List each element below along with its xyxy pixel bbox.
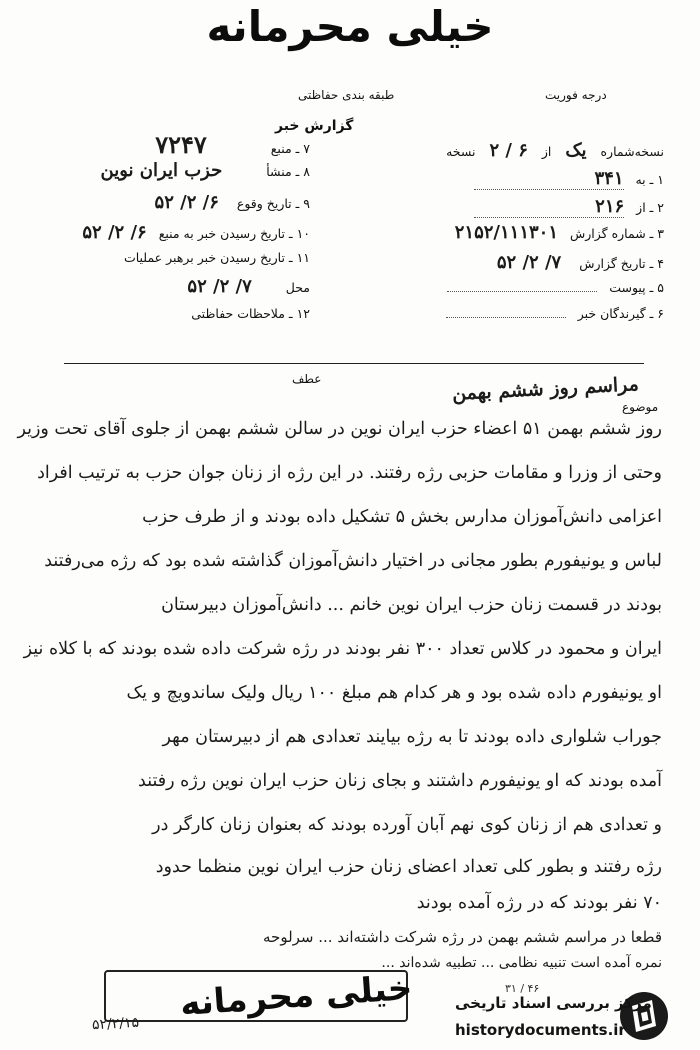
body-line: نمره آمده است تنبیه نظامی ... تطبیه شده‌اند ... — [381, 955, 662, 971]
field-origin-label: ۸ ـ منشأ — [266, 164, 310, 179]
reference-label: عطف — [292, 372, 322, 386]
field-source — [155, 130, 310, 159]
bottom-classification-stamp: خیلی محرمانه — [178, 967, 414, 1025]
body-line: قطعا در مراسم ششم بهمن در رژه شرکت داشته‌اند ... سرلوحه — [263, 928, 662, 946]
field-origin — [101, 160, 310, 181]
section-divider — [64, 363, 644, 364]
body-line: بودند در قسمت زنان حزب ایران نوین خانم ... دانش‌آموزان دبیرستان — [161, 595, 662, 615]
field-report-number — [455, 222, 664, 243]
body-line: روز ششم بهمن ۵۱ اعضاء حزب ایران نوین در سالن ششم بهمن از جلوی آقای تحت وزیر — [17, 419, 662, 439]
priority-label: درجه فوریت — [545, 88, 607, 102]
field-location — [187, 276, 310, 297]
archive-number: ۳۱ / ۴۶ — [505, 982, 540, 995]
field-report-number-value: ۲۱۵۲/۱۱۱۳۰۱ — [454, 222, 558, 243]
field-to — [474, 168, 665, 190]
field-report-date-value: ۷/ ۲/ ۵۲ — [496, 252, 562, 273]
copy-number-value: یک — [565, 140, 587, 161]
body-line: اعزامی دانش‌آموزان مدارس بخش ۵ تشکیل داده بودند و از طرف حزب — [142, 507, 662, 527]
bottom-handwritten-date: ۵۲/۲/۱۵ — [91, 1014, 140, 1034]
field-ops-date — [124, 250, 310, 265]
field-location-label: محل — [285, 280, 310, 295]
field-security-notes — [191, 306, 310, 321]
body-line: رژه رفتند و بطور کلی تعداد اعضای زنان حزب ایران نوین منظما حدود — [155, 857, 662, 877]
field-received-date — [82, 222, 310, 243]
field-event-date — [155, 192, 310, 213]
copy-number-row — [446, 140, 664, 161]
field-attachment-value — [447, 291, 597, 292]
watermark-title: مرکز بررسی اسناد تاریخی — [455, 994, 652, 1012]
field-source-value: ۷۲۴۷ — [155, 130, 207, 159]
copy-number-label: نسخه‌شماره — [600, 144, 664, 159]
field-source-label: ۷ ـ منبع — [270, 141, 310, 156]
field-received-date-label: ۱۰ ـ تاریخ رسیدن خبر به منبع — [158, 226, 310, 241]
field-origin-value: حزب ایران نوین — [100, 160, 223, 181]
report-title: گزارش خبر — [275, 118, 354, 134]
watermark-url: historydocuments.ir — [455, 1021, 626, 1039]
field-received-date-value: ۶/ ۲/ ۵۲ — [82, 222, 147, 243]
body-line: وحتی از وزرا و مقامات حزبی رژه رفتند. در این رژه از زنان جوان حزب به ترتیب افراد — [37, 463, 662, 483]
field-ops-date-label: ۱۱ ـ تاریخ رسیدن خبر برهبر عملیات — [123, 250, 310, 265]
field-event-date-value: ۶/ ۲/ ۵۲ — [154, 192, 219, 213]
subject-value: مراسم روز ششم بهمن — [451, 373, 640, 405]
copy-tail-label: نسخه — [446, 144, 476, 159]
field-report-number-label: ۳ ـ شماره گزارش — [569, 226, 664, 241]
field-to-label: ۱ ـ به — [635, 172, 664, 187]
field-recipients-label: ۶ ـ گیرندگان خبر — [577, 306, 664, 321]
field-from — [474, 196, 664, 218]
body-line: جوراب شلواری داده بودند تا به رژه بیایند تعدادی هم از دبیرستان مهر — [162, 727, 662, 747]
field-recipients-value — [446, 317, 566, 318]
body-line: او یونیفورم داده شده بود و هر کدام هم مبلغ ۱۰۰ ریال ولیک ساندویچ و یک — [126, 683, 662, 703]
field-from-label: ۲ ـ از — [636, 200, 664, 215]
field-recipients — [446, 306, 664, 321]
subject-label: موضوع — [622, 400, 659, 414]
body-line: لباس و یونیفورم بطور مجانی در اختیار دانش‌آموزان گذاشته شده بود که رژه می‌رفتند — [44, 551, 662, 571]
body-line: و تعدادی هم از زنان کوی نهم آبان آورده بودند که بعنوان زنان کارگر در — [152, 815, 662, 835]
field-report-date-label: ۴ ـ تاریخ گزارش — [579, 256, 664, 271]
copy-total-value: ۶ / ۲ — [489, 140, 528, 161]
field-location-value: ۷/ ۲/ ۵۲ — [187, 276, 252, 297]
body-line: آمده بودند که او یونیفورم داشتند و بجای زنان حزب ایران نوین رژه رفتند — [138, 771, 662, 791]
field-attachment — [447, 280, 664, 295]
classification-label: طبقه بندی حفاظتی — [298, 88, 395, 102]
top-classification-stamp: خیلی محرمانه — [206, 2, 494, 51]
field-to-value: ۳۴۱ — [474, 168, 624, 190]
field-attachment-label: ۵ ـ پیوست — [609, 280, 664, 295]
copy-of-label: از — [541, 144, 552, 159]
field-event-date-label: ۹ ـ تاریخ وقوع — [236, 196, 310, 211]
field-report-date — [497, 252, 664, 273]
field-security-notes-label: ۱۲ ـ ملاحظات حفاظتی — [191, 306, 310, 321]
field-from-value: ۲۱۶ — [474, 196, 624, 218]
body-line: ۷۰ نفر بودند که در رژه آمده بودند — [416, 893, 662, 913]
body-line: ایران و محمود در کلاس تعداد ۳۰۰ نفر بودند در رژه شرکت داده شده بودند که با کلاه نیز — [23, 639, 662, 659]
